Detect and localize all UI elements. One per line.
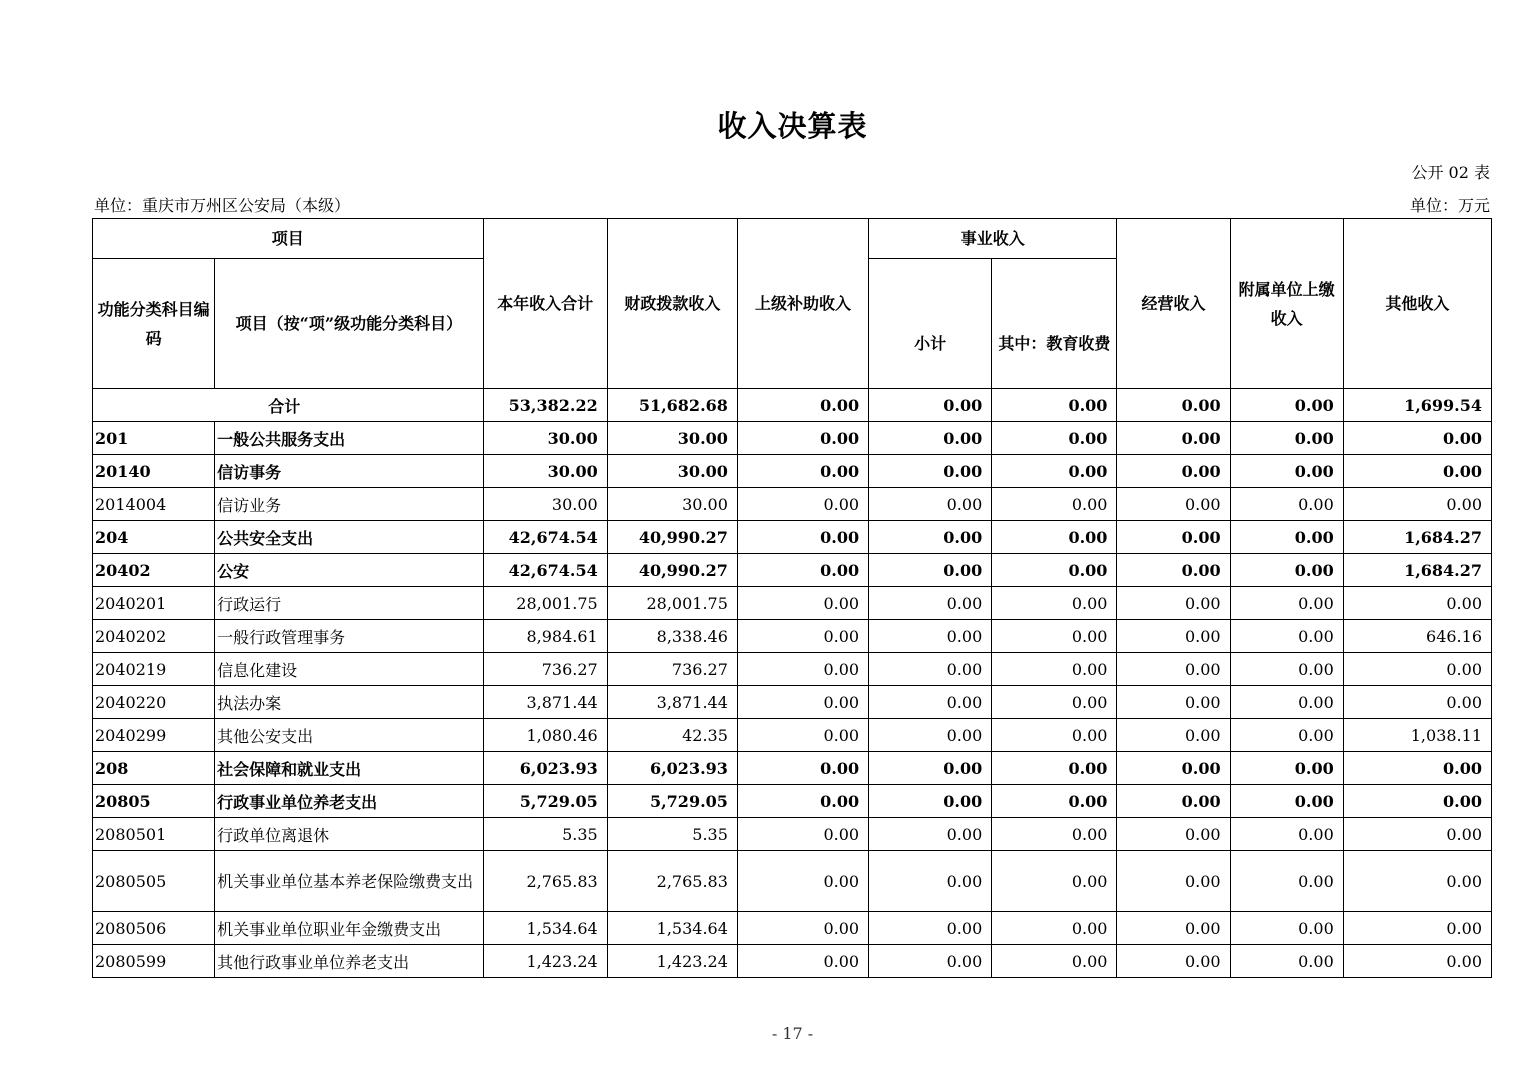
table-row xyxy=(93,620,1492,653)
row-value: 1,080.46 xyxy=(483,719,607,752)
header-fiscal: 财政拨款收入 xyxy=(607,219,737,389)
total-cell: 1,699.54 xyxy=(1343,389,1491,422)
row-value: 0.00 xyxy=(1343,587,1491,620)
row-value: 0.00 xyxy=(992,521,1117,554)
row-name: 一般公共服务支出 xyxy=(215,422,483,455)
row-value: 0.00 xyxy=(869,851,992,912)
table-row xyxy=(93,785,1492,818)
header-code: 功能分类科目编码 xyxy=(93,259,215,389)
table-row xyxy=(93,945,1492,978)
header-business-edu: 其中：教育收费 xyxy=(992,259,1117,389)
header-operating: 经营收入 xyxy=(1117,219,1230,389)
row-value: 30.00 xyxy=(483,455,607,488)
row-value: 0.00 xyxy=(869,554,992,587)
row-value: 30.00 xyxy=(607,455,737,488)
row-value: 42,674.54 xyxy=(483,521,607,554)
row-value: 1,534.64 xyxy=(483,912,607,945)
row-value: 0.00 xyxy=(1117,818,1230,851)
row-code: 2014004 xyxy=(93,488,215,521)
row-value: 0.00 xyxy=(1343,653,1491,686)
row-name: 行政事业单位养老支出 xyxy=(215,785,483,818)
row-value: 0.00 xyxy=(1230,785,1343,818)
row-value: 0.00 xyxy=(1230,752,1343,785)
table-row xyxy=(93,851,1492,912)
row-value: 1,423.24 xyxy=(607,945,737,978)
row-value: 0.00 xyxy=(992,686,1117,719)
row-value: 0.00 xyxy=(1230,587,1343,620)
row-code: 204 xyxy=(93,521,215,554)
row-code: 2080599 xyxy=(93,945,215,978)
row-value: 0.00 xyxy=(869,488,992,521)
row-value: 0.00 xyxy=(737,686,868,719)
header-business-subtotal: 小计 xyxy=(869,259,992,389)
table-row xyxy=(93,488,1492,521)
row-value: 40,990.27 xyxy=(607,521,737,554)
row-name: 信访事务 xyxy=(215,455,483,488)
row-value: 0.00 xyxy=(1117,686,1230,719)
row-value: 0.00 xyxy=(1230,488,1343,521)
row-value: 0.00 xyxy=(737,945,868,978)
page-number: - 17 - xyxy=(771,1024,814,1043)
row-value: 0.00 xyxy=(1343,785,1491,818)
row-code: 20402 xyxy=(93,554,215,587)
row-value: 0.00 xyxy=(1117,653,1230,686)
form-number: 公开 02 表 xyxy=(1411,163,1490,182)
row-value: 30.00 xyxy=(607,422,737,455)
row-value: 0.00 xyxy=(737,455,868,488)
row-value: 0.00 xyxy=(1343,851,1491,912)
row-code: 2080506 xyxy=(93,912,215,945)
row-name: 机关事业单位基本养老保险缴费支出 xyxy=(215,851,483,912)
row-value: 0.00 xyxy=(1230,620,1343,653)
header-superior: 上级补助收入 xyxy=(737,219,868,389)
row-value: 0.00 xyxy=(1230,422,1343,455)
row-value: 0.00 xyxy=(992,455,1117,488)
row-value: 0.00 xyxy=(869,719,992,752)
row-value: 0.00 xyxy=(737,818,868,851)
row-value: 0.00 xyxy=(1230,719,1343,752)
row-value: 0.00 xyxy=(992,488,1117,521)
total-label: 合计 xyxy=(93,389,484,422)
row-value: 0.00 xyxy=(737,719,868,752)
row-value: 0.00 xyxy=(992,818,1117,851)
row-value: 0.00 xyxy=(1117,554,1230,587)
row-value: 0.00 xyxy=(869,422,992,455)
table-row xyxy=(93,719,1492,752)
row-value: 0.00 xyxy=(1117,521,1230,554)
row-value: 0.00 xyxy=(1230,521,1343,554)
row-value: 0.00 xyxy=(869,653,992,686)
row-value: 0.00 xyxy=(1117,851,1230,912)
header-project: 项目 xyxy=(93,219,484,259)
row-value: 0.00 xyxy=(1117,945,1230,978)
row-value: 42,674.54 xyxy=(483,554,607,587)
row-value: 0.00 xyxy=(992,620,1117,653)
header-other: 其他收入 xyxy=(1343,219,1491,389)
row-value: 0.00 xyxy=(737,620,868,653)
table-row xyxy=(93,554,1492,587)
row-value: 0.00 xyxy=(869,752,992,785)
row-value: 0.00 xyxy=(1230,455,1343,488)
row-name: 执法办案 xyxy=(215,686,483,719)
row-name: 行政单位离退休 xyxy=(215,818,483,851)
row-code: 2040219 xyxy=(93,653,215,686)
header-affiliate: 附属单位上缴收入 xyxy=(1230,219,1343,389)
total-cell: 0.00 xyxy=(737,389,868,422)
row-value: 0.00 xyxy=(737,653,868,686)
row-code: 2040299 xyxy=(93,719,215,752)
table-row xyxy=(93,686,1492,719)
row-value: 0.00 xyxy=(1117,587,1230,620)
currency-unit: 单位：万元 xyxy=(1409,196,1490,215)
row-code: 2080501 xyxy=(93,818,215,851)
row-value: 0.00 xyxy=(869,620,992,653)
row-value: 5.35 xyxy=(483,818,607,851)
row-value: 0.00 xyxy=(737,752,868,785)
row-code: 201 xyxy=(93,422,215,455)
row-value: 646.16 xyxy=(1343,620,1491,653)
row-value: 0.00 xyxy=(992,851,1117,912)
row-name: 机关事业单位职业年金缴费支出 xyxy=(215,912,483,945)
row-value: 0.00 xyxy=(737,488,868,521)
row-value: 0.00 xyxy=(992,554,1117,587)
total-cell: 51,682.68 xyxy=(607,389,737,422)
row-code: 20805 xyxy=(93,785,215,818)
header-business-group: 事业收入 xyxy=(869,219,1117,259)
row-value: 42.35 xyxy=(607,719,737,752)
total-cell: 0.00 xyxy=(1230,389,1343,422)
table-row xyxy=(93,912,1492,945)
header-name: 项目（按“项”级功能分类科目） xyxy=(215,259,483,389)
row-code: 2080505 xyxy=(93,851,215,912)
row-value: 0.00 xyxy=(869,686,992,719)
row-value: 1,684.27 xyxy=(1343,521,1491,554)
row-value: 40,990.27 xyxy=(607,554,737,587)
row-value: 0.00 xyxy=(992,785,1117,818)
table-row xyxy=(93,422,1492,455)
row-name: 信息化建设 xyxy=(215,653,483,686)
row-name: 社会保障和就业支出 xyxy=(215,752,483,785)
row-value: 28,001.75 xyxy=(607,587,737,620)
row-value: 30.00 xyxy=(483,422,607,455)
row-value: 8,338.46 xyxy=(607,620,737,653)
row-value: 2,765.83 xyxy=(483,851,607,912)
row-value: 0.00 xyxy=(1343,912,1491,945)
header-total: 本年收入合计 xyxy=(483,219,607,389)
row-code: 2040202 xyxy=(93,620,215,653)
row-code: 20140 xyxy=(93,455,215,488)
row-name: 信访业务 xyxy=(215,488,483,521)
row-value: 0.00 xyxy=(1117,719,1230,752)
row-value: 30.00 xyxy=(607,488,737,521)
table-row xyxy=(93,455,1492,488)
total-cell: 0.00 xyxy=(869,389,992,422)
row-value: 5,729.05 xyxy=(483,785,607,818)
row-value: 0.00 xyxy=(1117,912,1230,945)
row-value: 0.00 xyxy=(992,719,1117,752)
row-value: 0.00 xyxy=(992,422,1117,455)
row-value: 8,984.61 xyxy=(483,620,607,653)
row-value: 1,534.64 xyxy=(607,912,737,945)
row-value: 0.00 xyxy=(1117,455,1230,488)
row-value: 0.00 xyxy=(992,945,1117,978)
row-value: 0.00 xyxy=(1230,686,1343,719)
row-value: 2,765.83 xyxy=(607,851,737,912)
row-value: 28,001.75 xyxy=(483,587,607,620)
income-table xyxy=(92,218,1492,978)
row-value: 0.00 xyxy=(737,912,868,945)
row-value: 0.00 xyxy=(737,587,868,620)
row-value: 0.00 xyxy=(1343,945,1491,978)
row-value: 0.00 xyxy=(1117,488,1230,521)
row-value: 1,423.24 xyxy=(483,945,607,978)
table-row xyxy=(93,818,1492,851)
row-value: 0.00 xyxy=(1343,686,1491,719)
row-value: 0.00 xyxy=(869,818,992,851)
row-value: 0.00 xyxy=(1117,785,1230,818)
row-value: 0.00 xyxy=(869,521,992,554)
row-value: 0.00 xyxy=(1343,488,1491,521)
row-value: 0.00 xyxy=(992,912,1117,945)
row-value: 0.00 xyxy=(869,945,992,978)
row-value: 736.27 xyxy=(483,653,607,686)
row-value: 0.00 xyxy=(737,521,868,554)
row-value: 1,038.11 xyxy=(1343,719,1491,752)
row-value: 736.27 xyxy=(607,653,737,686)
row-value: 0.00 xyxy=(1230,851,1343,912)
row-value: 5,729.05 xyxy=(607,785,737,818)
row-value: 0.00 xyxy=(992,653,1117,686)
row-value: 0.00 xyxy=(869,455,992,488)
total-row xyxy=(93,389,1492,422)
row-value: 0.00 xyxy=(1117,752,1230,785)
row-value: 0.00 xyxy=(737,554,868,587)
row-value: 3,871.44 xyxy=(483,686,607,719)
row-value: 0.00 xyxy=(869,785,992,818)
row-value: 0.00 xyxy=(737,851,868,912)
row-name: 其他行政事业单位养老支出 xyxy=(215,945,483,978)
table-row xyxy=(93,653,1492,686)
row-value: 0.00 xyxy=(737,422,868,455)
row-value: 5.35 xyxy=(607,818,737,851)
row-value: 0.00 xyxy=(992,587,1117,620)
row-code: 2040201 xyxy=(93,587,215,620)
row-name: 公安 xyxy=(215,554,483,587)
row-name: 行政运行 xyxy=(215,587,483,620)
total-cell: 0.00 xyxy=(1117,389,1230,422)
report-title: 收入决算表 xyxy=(717,109,868,143)
row-name: 公共安全支出 xyxy=(215,521,483,554)
row-value: 0.00 xyxy=(1117,620,1230,653)
total-cell: 53,382.22 xyxy=(483,389,607,422)
row-value: 0.00 xyxy=(1343,818,1491,851)
row-value: 0.00 xyxy=(1230,945,1343,978)
table-row xyxy=(93,521,1492,554)
row-value: 0.00 xyxy=(1343,455,1491,488)
row-value: 1,684.27 xyxy=(1343,554,1491,587)
row-value: 0.00 xyxy=(1117,422,1230,455)
row-value: 0.00 xyxy=(992,752,1117,785)
total-cell: 0.00 xyxy=(992,389,1117,422)
row-name: 一般行政管理事务 xyxy=(215,620,483,653)
row-value: 0.00 xyxy=(1230,912,1343,945)
row-value: 0.00 xyxy=(869,912,992,945)
row-value: 0.00 xyxy=(1343,422,1491,455)
row-value: 0.00 xyxy=(869,587,992,620)
table-row xyxy=(93,587,1492,620)
row-value: 0.00 xyxy=(1230,554,1343,587)
row-value: 0.00 xyxy=(1230,818,1343,851)
row-value: 0.00 xyxy=(1230,653,1343,686)
row-value: 6,023.93 xyxy=(607,752,737,785)
organization-unit: 单位：重庆市万州区公安局（本级） xyxy=(94,196,351,215)
row-value: 0.00 xyxy=(737,785,868,818)
row-value: 6,023.93 xyxy=(483,752,607,785)
row-value: 3,871.44 xyxy=(607,686,737,719)
row-code: 2040220 xyxy=(93,686,215,719)
row-value: 0.00 xyxy=(1343,752,1491,785)
row-name: 其他公安支出 xyxy=(215,719,483,752)
table-row xyxy=(93,752,1492,785)
row-code: 208 xyxy=(93,752,215,785)
row-value: 30.00 xyxy=(483,488,607,521)
